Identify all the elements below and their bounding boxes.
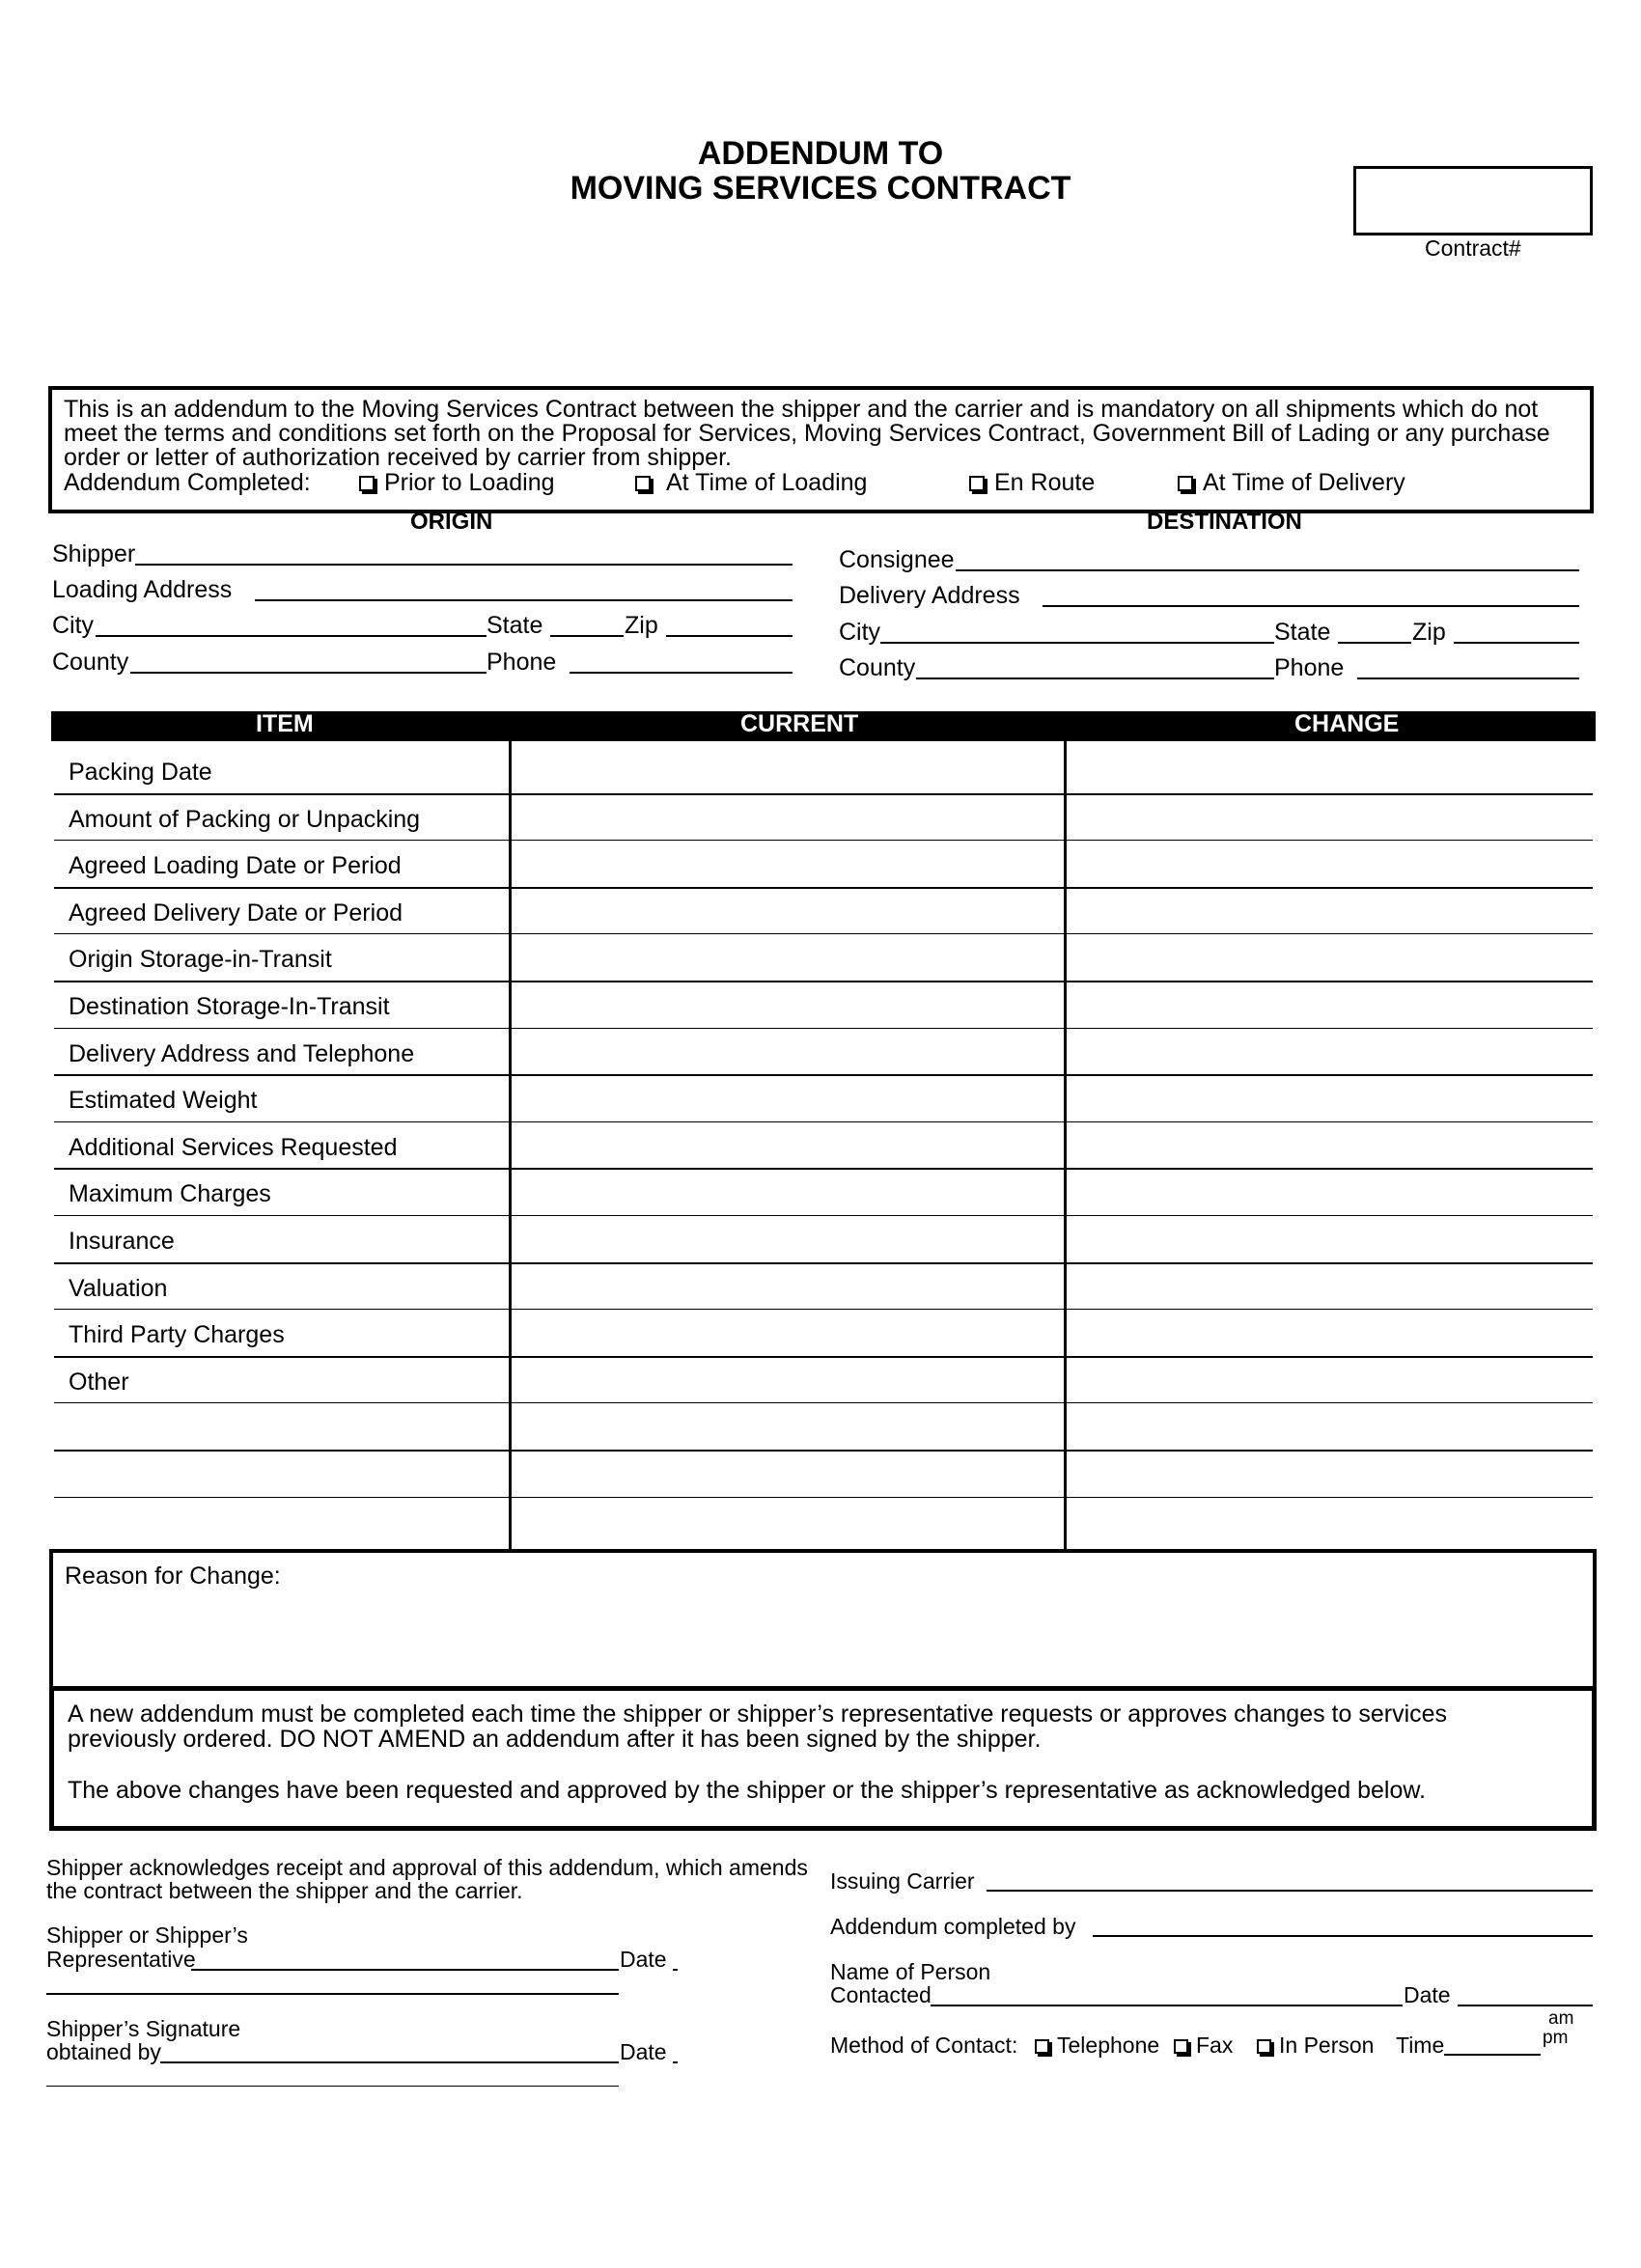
method-telephone[interactable] [1035,2033,1159,2058]
time-label: Time [1396,2033,1445,2058]
notice-line2: previously ordered. DO NOT AMEND an addendum after it has been signed by the shipper. [68,1726,1042,1753]
intro-line3: order or letter of authorization received by carrier from shipper. [64,444,732,471]
table-row-item-label: Agreed Delivery Date or Period [69,899,403,927]
method-in-person[interactable] [1257,2033,1374,2058]
option-label: Prior to Loading [384,469,555,496]
origin-phone-label: Phone [487,649,557,676]
origin-heading: ORIGIN [410,509,493,535]
table-cell-change[interactable] [1067,933,1593,979]
table-cell-current[interactable] [512,1074,1064,1120]
destination-heading: DESTINATION [1147,509,1302,535]
table-cell-current[interactable] [512,1168,1064,1213]
notice-box [49,1686,1597,1831]
rep-label-line2: Representative [46,1947,196,1972]
method-label: Fax [1196,2033,1234,2058]
table-row-item-label: Insurance [69,1228,175,1255]
checkbox-icon[interactable] [1035,2039,1049,2054]
checkbox-icon[interactable] [1174,2039,1188,2054]
header-change: CHANGE [1294,710,1400,737]
table-cell-current[interactable] [512,1121,1064,1167]
table-cell-current[interactable] [512,887,1064,932]
sig-extra-line[interactable] [46,2086,619,2087]
checkbox-icon[interactable] [1257,2039,1271,2054]
shipper-label: Shipper [52,540,136,567]
table-row-item-label: Other [69,1369,129,1396]
form-title-line1: ADDENDUM TO [697,135,944,172]
destination-county-label: County [839,654,916,681]
table-cell-change[interactable] [1067,1497,1593,1542]
origin-city-label: City [52,612,95,639]
table-cell-change[interactable] [1067,793,1593,839]
table-row-item-label: Destination Storage-In-Transit [69,993,390,1020]
ack-line1: Shipper acknowledges receipt and approval of this addendum, which amends [46,1855,808,1880]
table-cell-change[interactable] [1067,1402,1593,1448]
person-label-line2: Contacted [830,1982,932,2007]
table-row-item-label: Agreed Loading Date or Period [69,852,402,879]
rep-date-label: Date [620,1947,667,1972]
table-row-item-label: Valuation [69,1275,168,1302]
table-cell-current[interactable] [512,746,1064,791]
destination-state-label: State [1274,619,1331,646]
signature-obtained-by-field[interactable] [160,2061,619,2063]
method-label: Telephone [1057,2033,1160,2058]
completed-by-label: Addendum completed by [830,1914,1076,1939]
contract-number-label: Contract# [1425,235,1521,261]
representative-field[interactable] [191,1969,619,1971]
ack-line2: the contract between the shipper and the carrier. [46,1878,523,1903]
consignee-label: Consignee [839,546,955,573]
destination-phone-label: Phone [1274,654,1345,681]
option-label: En Route [994,469,1096,496]
form-title-line2: MOVING SERVICES CONTRACT [570,170,1071,207]
table-cell-change[interactable] [1067,1450,1593,1495]
table-cell-change[interactable] [1067,1168,1593,1213]
table-cell-current[interactable] [512,1497,1064,1542]
sig-label-line2: obtained by [46,2039,161,2064]
origin-county-label: County [52,649,129,676]
table-cell-current[interactable] [512,1309,1064,1354]
table-cell-current[interactable] [512,1450,1064,1495]
table-row-item-label: Amount of Packing or Unpacking [69,806,421,833]
table-cell-change[interactable] [1067,1309,1593,1354]
sig-date-field[interactable] [673,2061,678,2063]
issuing-carrier-label: Issuing Carrier [830,1868,975,1894]
table-row-item-label: Maximum Charges [69,1180,271,1207]
table-cell-current[interactable] [512,840,1064,885]
person-date-field[interactable] [1458,2005,1593,2006]
table-cell-current[interactable] [512,1356,1064,1401]
table-row-item-label: Additional Services Requested [69,1134,398,1161]
table-cell-change[interactable] [1067,1121,1593,1167]
table-cell-current[interactable] [512,793,1064,839]
rep-label-line1: Shipper or Shipper’s [46,1922,248,1948]
issuing-carrier-field[interactable] [987,1890,1593,1892]
table-cell-current[interactable] [512,1402,1064,1448]
origin-state-label: State [487,612,543,639]
pm-label: pm [1543,2028,1569,2048]
sig-date-label: Date [620,2039,667,2064]
loading-address-label: Loading Address [52,576,233,603]
table-cell-current[interactable] [512,1028,1064,1073]
table-cell-change[interactable] [1067,981,1593,1026]
table-row-item-label: Delivery Address and Telephone [69,1040,415,1067]
table-cell-current[interactable] [512,933,1064,979]
option-label: At Time of Delivery [1203,469,1405,496]
table-cell-change[interactable] [1067,1262,1593,1308]
sig-label-line1: Shipper’s Signature [46,2016,241,2041]
intro-line1: This is an addendum to the Moving Services Contract between the shipper and the carrier and is mandatory on all shipments which do not [64,396,1539,423]
notice-line3: The above changes have been requested and approved by the shipper or the shipper’s representative as acknowledged below. [68,1777,1426,1804]
person-label-line1: Name of Person [830,1959,991,1984]
person-date-label: Date [1404,1982,1451,2007]
table-cell-change[interactable] [1067,840,1593,885]
table-cell-change[interactable] [1067,746,1593,791]
delivery-address-label: Delivery Address [839,582,1020,609]
table-cell-current[interactable] [512,981,1064,1026]
table-row-item-label: Third Party Charges [69,1321,285,1348]
person-contacted-field[interactable] [931,2005,1403,2006]
destination-zip-label: Zip [1412,619,1446,646]
rep-date-field[interactable] [673,1969,678,1971]
table-cell-change[interactable] [1067,887,1593,932]
am-label: am [1548,2008,1574,2029]
destination-city-label: City [839,619,881,646]
completed-by-field[interactable] [1093,1935,1593,1937]
table-cell-change[interactable] [1067,1215,1593,1260]
table-row-item-label: Origin Storage-in-Transit [69,946,332,973]
notice-line1: A new addendum must be completed each time the shipper or shipper’s representative requests or approves changes to services [68,1701,1448,1728]
table-cell-current[interactable] [512,1262,1064,1308]
intro-line2: meet the terms and conditions set forth on the Proposal for Services, Moving Services Contract, Government Bill of Lading or any purchase [64,420,1550,447]
table-cell-change[interactable] [1067,1028,1593,1073]
rep-extra-line[interactable] [46,1993,619,1995]
addendum-completed-label: Addendum Completed: [64,469,311,496]
header-item: ITEM [256,710,314,737]
table-cell-change[interactable] [1067,1074,1593,1120]
table-row-item-label: Packing Date [69,759,212,786]
option-label: At Time of Loading [666,469,868,496]
table-cell-current[interactable] [512,1215,1064,1260]
table-cell-change[interactable] [1067,1356,1593,1401]
header-current: CURRENT [740,710,859,737]
reason-for-change-label: Reason for Change: [65,1563,281,1590]
origin-zip-label: Zip [625,612,658,639]
method-of-contact-label: Method of Contact: [830,2033,1018,2058]
time-field[interactable] [1444,2054,1541,2056]
method-label: In Person [1279,2033,1375,2058]
method-fax[interactable] [1174,2033,1233,2058]
table-row-item-label: Estimated Weight [69,1087,258,1114]
reason-for-change-box[interactable] [49,1549,1597,1690]
